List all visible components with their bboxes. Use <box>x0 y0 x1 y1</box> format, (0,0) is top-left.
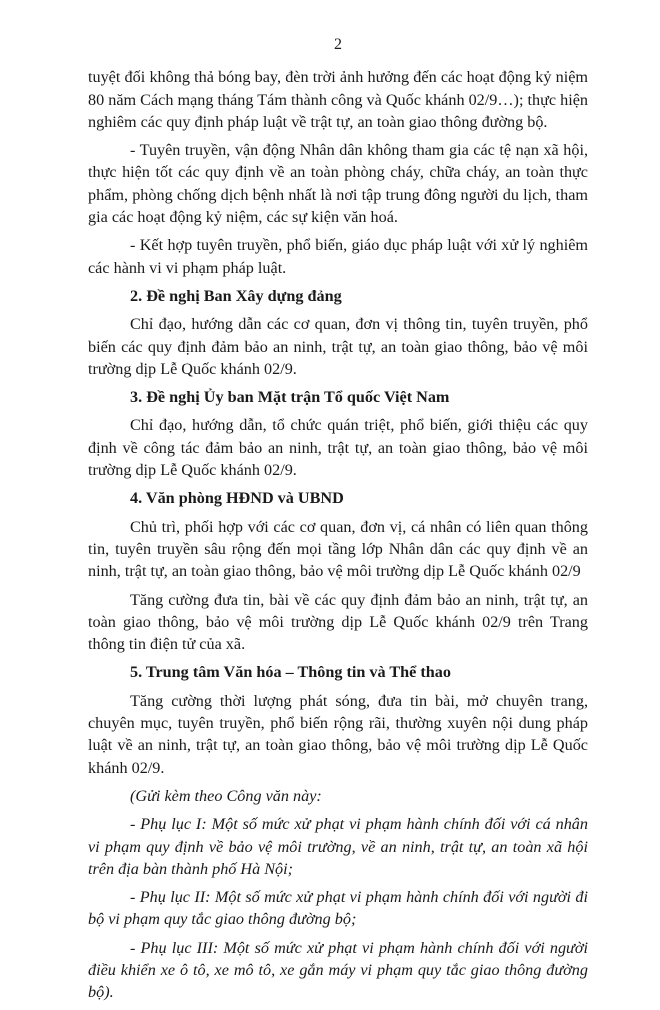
section-heading-5: 5. Trung tâm Văn hóa – Thông tin và Thể thao <box>130 663 451 682</box>
section-3-paragraph: Chỉ đạo, hướng dẫn, tổ chức quán triệt, phổ biến, giới thiệu các quy định về công tác đảm bảo an ninh, trật tự, an toàn giao thông, bảo vệ môi trường dịp Lễ Quốc khánh 02/9. <box>88 416 588 480</box>
attachment-appendix-2: - Phụ lục II: Một số mức xử phạt vi phạm hành chính đối với người đi bộ vi phạm quy tắc giao thông đường bộ; <box>88 888 588 929</box>
section-heading-2: 2. Đề nghị Ban Xây dựng đảng <box>130 286 342 305</box>
section-heading-3: 3. Đề nghị Ủy ban Mặt trận Tổ quốc Việt Nam <box>130 388 450 407</box>
paragraph-combine-education: - Kết hợp tuyên truyền, phổ biến, giáo dục pháp luật với xử lý nghiêm các hành vi vi phạm pháp luật. <box>88 236 588 277</box>
paragraph-continuation: tuyệt đối không thả bóng bay, đèn trời ảnh hưởng đến các hoạt động kỷ niệm 80 năm Cách mạng tháng Tám thành công và Quốc khánh 02/9…); thực hiện nghiêm các quy định pháp luật về trật tự, an toàn giao thông đường bộ. <box>88 68 588 131</box>
section-2-paragraph: Chỉ đạo, hướng dẫn các cơ quan, đơn vị thông tin, tuyên truyền, phổ biến các quy định đảm bảo an ninh, trật tự, an toàn giao thông, bảo vệ môi trường dịp Lễ Quốc khánh 02/9. <box>88 315 588 378</box>
attachment-appendix-1: - Phụ lục I: Một số mức xử phạt vi phạm hành chính đối với cá nhân vi phạm quy định về bảo vệ môi trường, về an ninh, trật tự, an toàn xã hội trên địa bàn thành phố Hà Nội; <box>88 815 588 878</box>
section-heading-4: 4. Văn phòng HĐND và UBND <box>130 489 344 508</box>
section-4-paragraph-2: Tăng cường đưa tin, bài về các quy định đảm bảo an ninh, trật tự, an toàn giao thông, bảo vệ môi trường dịp Lễ Quốc khánh 02/9 trên Trang thông tin điện tử của xã. <box>88 590 588 654</box>
document-page <box>88 34 588 1010</box>
attachment-appendix-3: - Phụ lục III: Một số mức xử phạt vi phạm hành chính đối với người điều khiển xe ô tô, xe mô tô, xe gắn máy vi phạm quy tắc giao thông đường bộ). <box>88 938 588 1002</box>
section-4-paragraph-1: Chủ trì, phối hợp với các cơ quan, đơn vị, cá nhân có liên quan thông tin, tuyên truyền sâu rộng đến mọi tầng lớp Nhân dân các quy định về an ninh, trật tự, an toàn giao thông, bảo vệ môi trường dịp Lễ Quốc khánh 02/9 <box>88 517 588 581</box>
section-5-paragraph: Tăng cường thời lượng phát sóng, đưa tin bài, mở chuyên trang, chuyên mục, tuyên truyền, phổ biến rộng rãi, thường xuyên nội dung pháp luật về an ninh, trật tự, an toàn giao thông, bảo vệ môi trường dịp Lễ Quốc khánh 02/9. <box>88 691 588 777</box>
attachments-intro: (Gửi kèm theo Công văn này: <box>130 786 322 805</box>
paragraph-propaganda-social: - Tuyên truyền, vận động Nhân dân không tham gia các tệ nạn xã hội, thực hiện tốt các quy định về an toàn phòng cháy, chữa cháy, an toàn thực phẩm, phòng chống dịch bệnh nhất là nơi tập trung đông người du lịch, tham gia các hoạt động kỷ niệm, các sự kiện văn hoá. <box>88 141 588 227</box>
page-number: 2 <box>334 36 342 53</box>
